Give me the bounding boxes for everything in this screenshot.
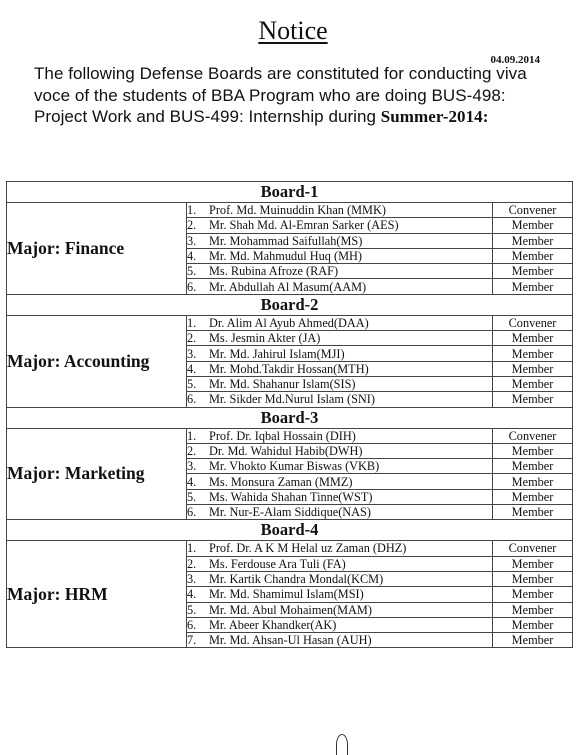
- member-role: Member: [493, 443, 573, 458]
- member-number: 6.: [187, 617, 197, 632]
- board-title: Board-1: [7, 182, 573, 203]
- member-number: 4.: [187, 587, 197, 602]
- member-role: Member: [493, 376, 573, 391]
- member-role: Member: [493, 587, 573, 602]
- board-title: Board-3: [7, 407, 573, 428]
- member-number: 3.: [187, 459, 197, 474]
- notice-title: Notice: [258, 16, 328, 45]
- member-name: Prof. Md. Muinuddin Khan (MMK): [209, 203, 386, 218]
- member-number: 2.: [187, 331, 197, 346]
- member-name-cell: [187, 376, 493, 391]
- member-name-cell: [187, 279, 493, 294]
- member-role: Member: [493, 474, 573, 489]
- board-title-row: [7, 294, 573, 315]
- member-role: Member: [493, 346, 573, 361]
- member-number: 6.: [187, 279, 197, 294]
- member-name-cell: [187, 361, 493, 376]
- member-number: 4.: [187, 249, 197, 264]
- member-name-cell: [187, 346, 493, 361]
- member-number: 5.: [187, 489, 197, 504]
- member-role: Member: [493, 602, 573, 617]
- member-name: Mr. Md. Abul Mohaimen(MAM): [209, 602, 372, 617]
- member-name-cell: [187, 617, 493, 632]
- member-role: Member: [493, 264, 573, 279]
- member-number: 5.: [187, 602, 197, 617]
- member-number: 1.: [187, 203, 197, 218]
- member-name: Mr. Md. Shahanur Islam(SIS): [209, 377, 356, 392]
- member-name-cell: [187, 428, 493, 443]
- member-name: Mr. Abeer Khandker(AK): [209, 617, 337, 632]
- member-role: Member: [493, 556, 573, 571]
- member-name: Mr. Vhokto Kumar Biswas (VKB): [209, 459, 380, 474]
- member-name: Mr. Md. Mahmudul Huq (MH): [209, 249, 363, 264]
- member-name: Ms. Rubina Afroze (RAF): [209, 264, 339, 279]
- member-number: 1.: [187, 428, 197, 443]
- member-role: Member: [493, 459, 573, 474]
- member-role: Member: [493, 571, 573, 586]
- member-name-cell: [187, 248, 493, 263]
- member-name: Prof. Dr. A K M Helal uz Zaman (DHZ): [209, 541, 407, 556]
- member-number: 5.: [187, 264, 197, 279]
- member-role: Member: [493, 489, 573, 504]
- notice-intro: [34, 63, 546, 128]
- member-number: 4.: [187, 474, 197, 489]
- member-name: Mr. Md. Shamimul Islam(MSI): [209, 587, 364, 602]
- member-number: 6.: [187, 505, 197, 520]
- member-name: Mr. Md. Ahsan-Ul Hasan (AUH): [209, 633, 372, 648]
- defense-boards-table: [6, 181, 573, 648]
- board-major: Major: Finance: [7, 203, 187, 295]
- member-row: [7, 315, 573, 330]
- member-row: [7, 428, 573, 443]
- member-name: Prof. Dr. Iqbal Hossain (DIH): [209, 428, 356, 443]
- member-name-cell: [187, 556, 493, 571]
- member-name-cell: [187, 505, 493, 520]
- member-role: Member: [493, 218, 573, 233]
- member-number: 1.: [187, 315, 197, 330]
- member-name-cell: [187, 459, 493, 474]
- member-number: 3.: [187, 572, 197, 587]
- member-name: Ms. Ferdouse Ara Tuli (FA): [209, 556, 346, 571]
- member-role: Member: [493, 248, 573, 263]
- member-role: Member: [493, 279, 573, 294]
- member-name-cell: [187, 392, 493, 407]
- boards-body: [7, 182, 573, 648]
- member-role: Member: [493, 233, 573, 248]
- member-name-cell: [187, 633, 493, 648]
- member-name: Ms. Wahida Shahan Tinne(WST): [209, 489, 373, 504]
- member-name: Ms. Jesmin Akter (JA): [209, 331, 321, 346]
- member-name-cell: [187, 489, 493, 504]
- member-name: Mr. Sikder Md.Nurul Islam (SNI): [209, 392, 375, 407]
- member-name: Mr. Abdullah Al Masum(AAM): [209, 279, 367, 294]
- member-name-cell: [187, 218, 493, 233]
- member-name-cell: [187, 203, 493, 218]
- member-name: Ms. Monsura Zaman (MMZ): [209, 474, 353, 489]
- member-name-cell: [187, 331, 493, 346]
- board-major: Major: Marketing: [7, 428, 187, 520]
- member-number: 1.: [187, 541, 197, 556]
- member-number: 2.: [187, 556, 197, 571]
- member-role: Convener: [493, 428, 573, 443]
- intro-emphasis: Summer-2014:: [380, 107, 489, 126]
- member-name: Mr. Mohammad Saifullah(MS): [209, 233, 363, 248]
- member-name: Mr. Nur-E-Alam Siddique(NAS): [209, 505, 371, 520]
- member-role: Convener: [493, 203, 573, 218]
- member-name-cell: [187, 443, 493, 458]
- member-role: Convener: [493, 315, 573, 330]
- member-role: Member: [493, 633, 573, 648]
- member-role: Convener: [493, 541, 573, 556]
- member-name-cell: [187, 587, 493, 602]
- intro-text: The following Defense Boards are constituted for conducting viva voce of the students of BBA Program who are doing BUS-498: Project Work and BUS-499: Internship during: [34, 64, 527, 126]
- member-number: 7.: [187, 633, 197, 648]
- member-name-cell: [187, 571, 493, 586]
- member-role: Member: [493, 361, 573, 376]
- member-role: Member: [493, 331, 573, 346]
- board-title-row: [7, 182, 573, 203]
- board-major: Major: HRM: [7, 541, 187, 648]
- board-title: Board-2: [7, 294, 573, 315]
- member-name-cell: [187, 315, 493, 330]
- board-title-row: [7, 520, 573, 541]
- notice-date: 04.09.2014: [490, 54, 540, 66]
- member-name-cell: [187, 264, 493, 279]
- member-name-cell: [187, 541, 493, 556]
- member-role: Member: [493, 392, 573, 407]
- member-name-cell: [187, 474, 493, 489]
- member-name: Dr. Alim Al Ayub Ahmed(DAA): [209, 315, 369, 330]
- member-role: Member: [493, 617, 573, 632]
- handwritten-mark: [336, 734, 348, 755]
- member-number: 5.: [187, 377, 197, 392]
- board-title-row: [7, 407, 573, 428]
- member-row: [7, 203, 573, 218]
- member-number: 4.: [187, 361, 197, 376]
- member-name: Mr. Shah Md. Al-Emran Sarker (AES): [209, 218, 399, 233]
- member-role: Member: [493, 505, 573, 520]
- member-row: [7, 541, 573, 556]
- member-name: Mr. Kartik Chandra Mondal(KCM): [209, 572, 384, 587]
- member-name-cell: [187, 233, 493, 248]
- board-major: Major: Accounting: [7, 315, 187, 407]
- member-number: 2.: [187, 444, 197, 458]
- member-number: 2.: [187, 218, 197, 233]
- member-number: 6.: [187, 392, 197, 407]
- member-name: Mr. Mohd.Takdir Hossan(MTH): [209, 361, 369, 376]
- member-name: Mr. Md. Jahirul Islam(MJI): [209, 346, 345, 361]
- board-title: Board-4: [7, 520, 573, 541]
- member-number: 3.: [187, 233, 197, 248]
- member-name-cell: [187, 602, 493, 617]
- member-name: Dr. Md. Wahidul Habib(DWH): [209, 444, 363, 458]
- member-number: 3.: [187, 346, 197, 361]
